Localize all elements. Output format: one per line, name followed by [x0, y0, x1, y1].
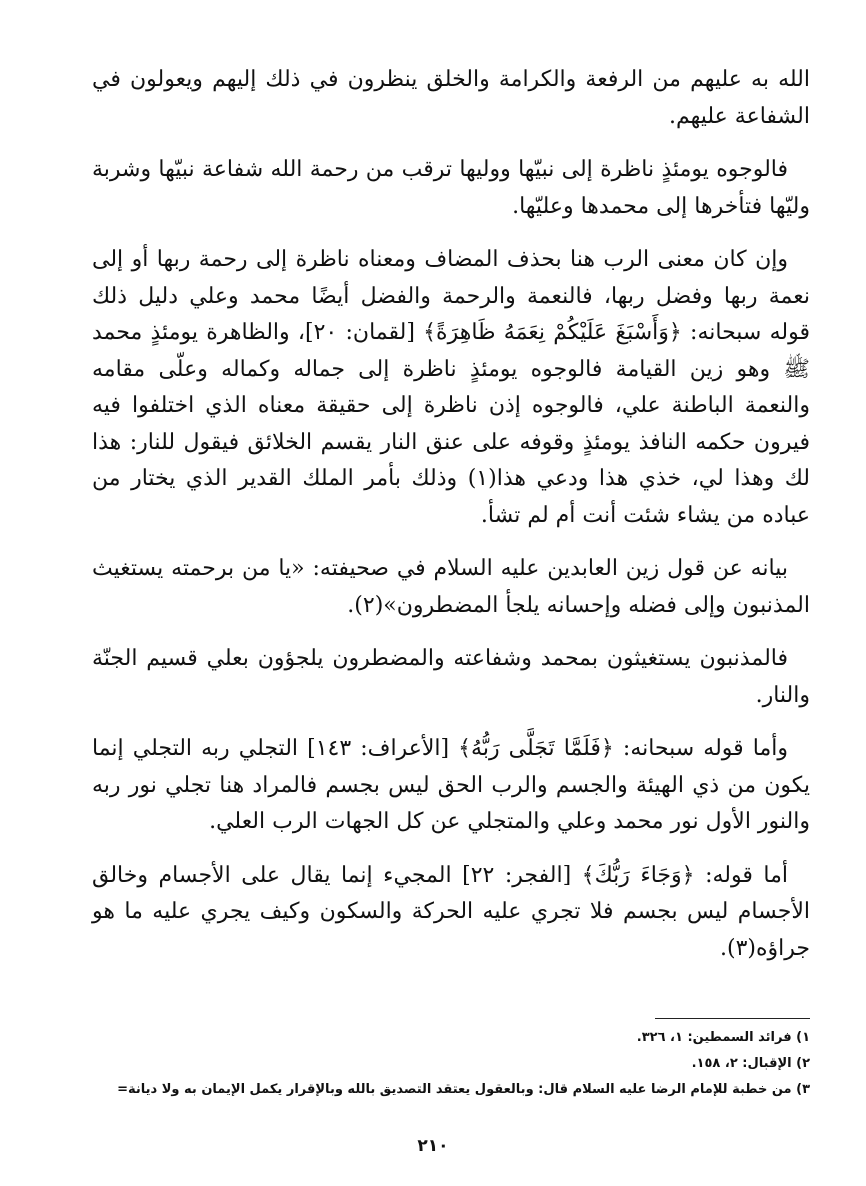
footnote: ٢) الإقبال: ٢، ١٥٨.: [691, 1056, 810, 1071]
paragraph: بيانه عن قول زين العابدين عليه السلام في صحيفته: «يا من برحمته يستغيث المذنبون وإلى فضله وإحسانه يلجأ المضطرون»(٢).: [92, 556, 810, 618]
page-number: ٢١٠: [417, 1136, 449, 1156]
paragraph: فالمذنبون يستغيثون بمحمد وشفاعته والمضطرون يلجؤون بعلي قسيم الجنّة والنار.: [92, 646, 810, 708]
footnotes: [70, 1025, 810, 1103]
paragraph: وإن كان معنى الرب هنا بحذف المضاف ومعناه ناظرة إلى رحمة ربها أو إلى نعمة ربها وفضل ربها، فالنعمة والرحمة والفضل أيضًا محمد وعلي دليل ذلك قوله سبحانه: ﴿وَأَسْبَغَ عَلَيْكُمْ نِعَمَهُ ظَاهِرَةً﴾ [لقمان: ٢٠]، والظاهرة يومئذٍ محمد ﷺ وهو زين القيامة فالوجوه يومئذٍ ناظرة إلى جماله وكماله وعلّى مقامه والنعمة الباطنة علي، فالوجوه إذن ناظرة إلى حقيقة معناه الذي اختلفوا فيه فيرون حكمه النافذ يومئذٍ وقوفه على عنق النار يقسم الخلائق فيقول للنار: هذا لك وهذا لي، خذي هذا ودعي هذا(١) وذلك بأمر الملك القدير الذي يختار من عباده من يشاء شئت أنت أم لم تشأ.: [92, 247, 810, 528]
paragraph: وأما قوله سبحانه: ﴿فَلَمَّا تَجَلَّى رَبُّهُ﴾ [الأعراف: ١٤٣] التجلي ربه التجلي إنما يكون من ذي الهيئة والجسم والرب الحق ليس بجسم فالمراد هنا تجلي نور ربه والنور الأول نور محمد وعلي والمتجلي عن كل الجهات الرب العلي.: [92, 736, 810, 834]
footnote: ٣) من خطبة للإمام الرضا عليه السلام قال: وبالعقول يعتقد التصديق بالله وبالإقرار يكمل الإيمان به ولا ديانة=: [117, 1082, 810, 1097]
footnote-divider: [655, 1018, 810, 1019]
paragraph: الله به عليهم من الرفعة والكرامة والخلق ينظرون في ذلك إليهم ويعولون في الشفاعة عليهم.: [92, 67, 810, 129]
main-text: [92, 62, 810, 984]
paragraph: فالوجوه يومئذٍ ناظرة إلى نبيّها ووليها ترقب من رحمة الله شفاعة نبيّها وشربة وليّها فتأخرها إلى محمدها وعليّها.: [92, 157, 810, 219]
paragraph: أما قوله: ﴿وَجَاءَ رَبُّكَ﴾ [الفجر: ٢٢] المجيء إنما يقال على الأجسام وخالق الأجسام ليس بجسم فلا تجري عليه الحركة والسكون وكيف يجري عليه ما هو جراؤه(٣).: [92, 862, 810, 961]
footnote: ١) فرائد السمطين: ١، ٣٢٦.: [636, 1030, 810, 1045]
